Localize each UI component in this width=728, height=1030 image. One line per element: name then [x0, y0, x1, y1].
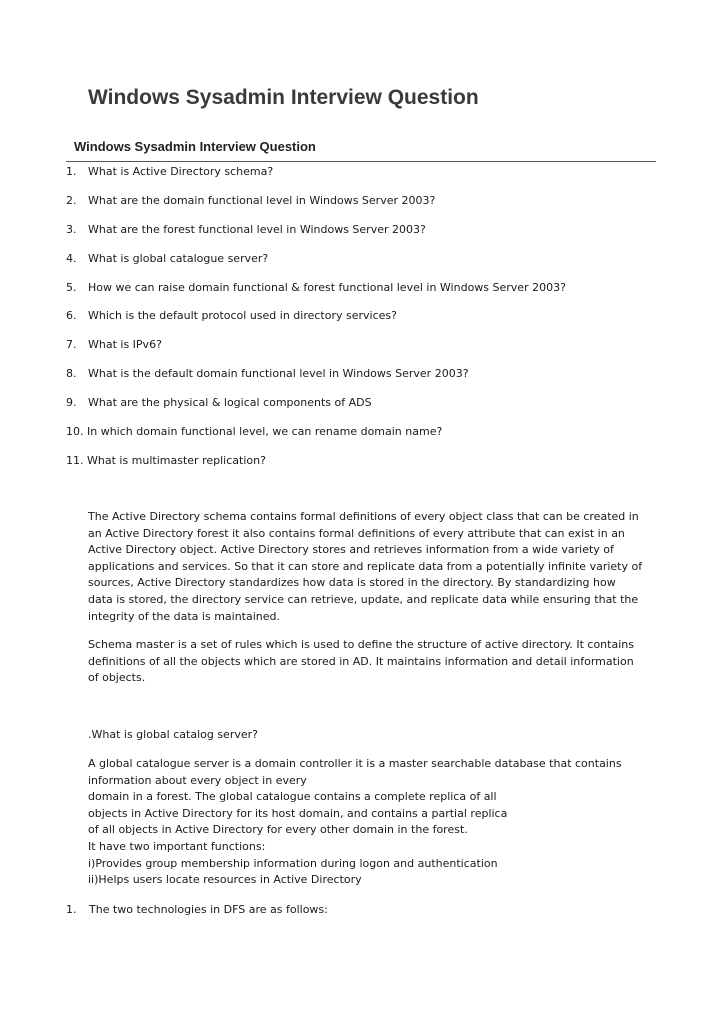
- question-text: What are the domain functional level in Windows Server 2003?: [88, 193, 436, 207]
- list-item: [66, 366, 566, 395]
- gc-answer-line: i)Provides group membership information during logon and authentication: [88, 856, 498, 870]
- schema-master-paragraph: Schema master is a set of rules which is used to define the structure of active directory. It contains definitions of all the objects which are stored in AD. It maintains information and detail information of objects.: [88, 638, 634, 685]
- list-number: 2.: [66, 193, 77, 207]
- gc-answer-block: [88, 756, 648, 889]
- question-text: What are the physical & logical components of ADS: [88, 396, 372, 410]
- gc-question-heading: .What is global catalog server?: [88, 728, 258, 741]
- question-text: What is global catalogue server?: [88, 251, 269, 265]
- question-text: What is the default domain functional level in Windows Server 2003?: [88, 367, 469, 381]
- list-number: 1.: [66, 165, 77, 178]
- question-text: In which domain functional level, we can rename domain name?: [87, 425, 443, 439]
- question-text: What are the forest functional level in Windows Server 2003?: [88, 222, 426, 236]
- page-title: Windows Sysadmin Interview Question: [88, 86, 479, 109]
- list-number: 10.: [66, 425, 84, 439]
- question-text: How we can raise domain functional & forest functional level in Windows Server 2003?: [88, 280, 566, 294]
- list-number: 7.: [66, 338, 77, 352]
- list-item: [66, 280, 566, 309]
- list-item: [66, 222, 566, 251]
- heading-divider: [66, 161, 656, 162]
- gc-answer-line: objects in Active Directory for its host domain, and contains a partial replica: [88, 806, 508, 820]
- list-item: [66, 453, 566, 482]
- dfs-list-item: [66, 902, 328, 918]
- gc-answer-line: domain in a forest. The global catalogue contains a complete replica of all: [88, 790, 497, 804]
- list-item: [66, 193, 566, 222]
- list-number: 8.: [66, 367, 77, 381]
- list-number: 5.: [66, 280, 77, 294]
- list-item: [66, 395, 566, 424]
- gc-answer-line: It have two important functions:: [88, 839, 266, 853]
- list-item: [66, 424, 566, 453]
- list-number: 3.: [66, 222, 77, 236]
- list-item: [66, 337, 566, 366]
- list-item: [66, 308, 566, 337]
- gc-answer-line: A global catalogue server is a domain controller it is a master searchable database that contains: [88, 757, 622, 770]
- question-text: Which is the default protocol used in directory services?: [88, 309, 397, 323]
- list-number: 11.: [66, 453, 84, 467]
- question-text: What is multimaster replication?: [87, 453, 266, 467]
- question-text: What is Active Directory schema?: [88, 165, 274, 178]
- list-number: 6.: [66, 309, 77, 323]
- list-number: 4.: [66, 251, 77, 265]
- list-number: 9.: [66, 396, 77, 410]
- list-item: [66, 251, 566, 280]
- section-heading: Windows Sysadmin Interview Question: [74, 139, 316, 154]
- question-list: [66, 164, 566, 482]
- dfs-item-text: The two technologies in DFS are as follows:: [89, 903, 328, 916]
- list-number: 1.: [66, 903, 77, 916]
- gc-answer-line: of all objects in Active Directory for every other domain in the forest.: [88, 823, 468, 837]
- question-text: What is IPv6?: [88, 338, 162, 352]
- list-item: [66, 164, 566, 193]
- gc-answer-line: ii)Helps users locate resources in Active Directory: [88, 873, 362, 887]
- schema-answer-paragraph: The Active Directory schema contains formal definitions of every object class that can be created in an Active Directory forest it also contains formal definitions of every attribute that can exist in an Active Directory object. Active Directory stores and retrieves information from a wide variety of applications and services. So that it can store and replicate data from a potentially infinite variety of sources, Active Directory standardizes how data is stored in the directory. By standardizing how data is stored, the directory service can retrieve, update, and replicate data while ensuring that the integrity of the data is maintained.: [88, 510, 643, 623]
- gc-answer-line: information about every object in every: [88, 773, 307, 787]
